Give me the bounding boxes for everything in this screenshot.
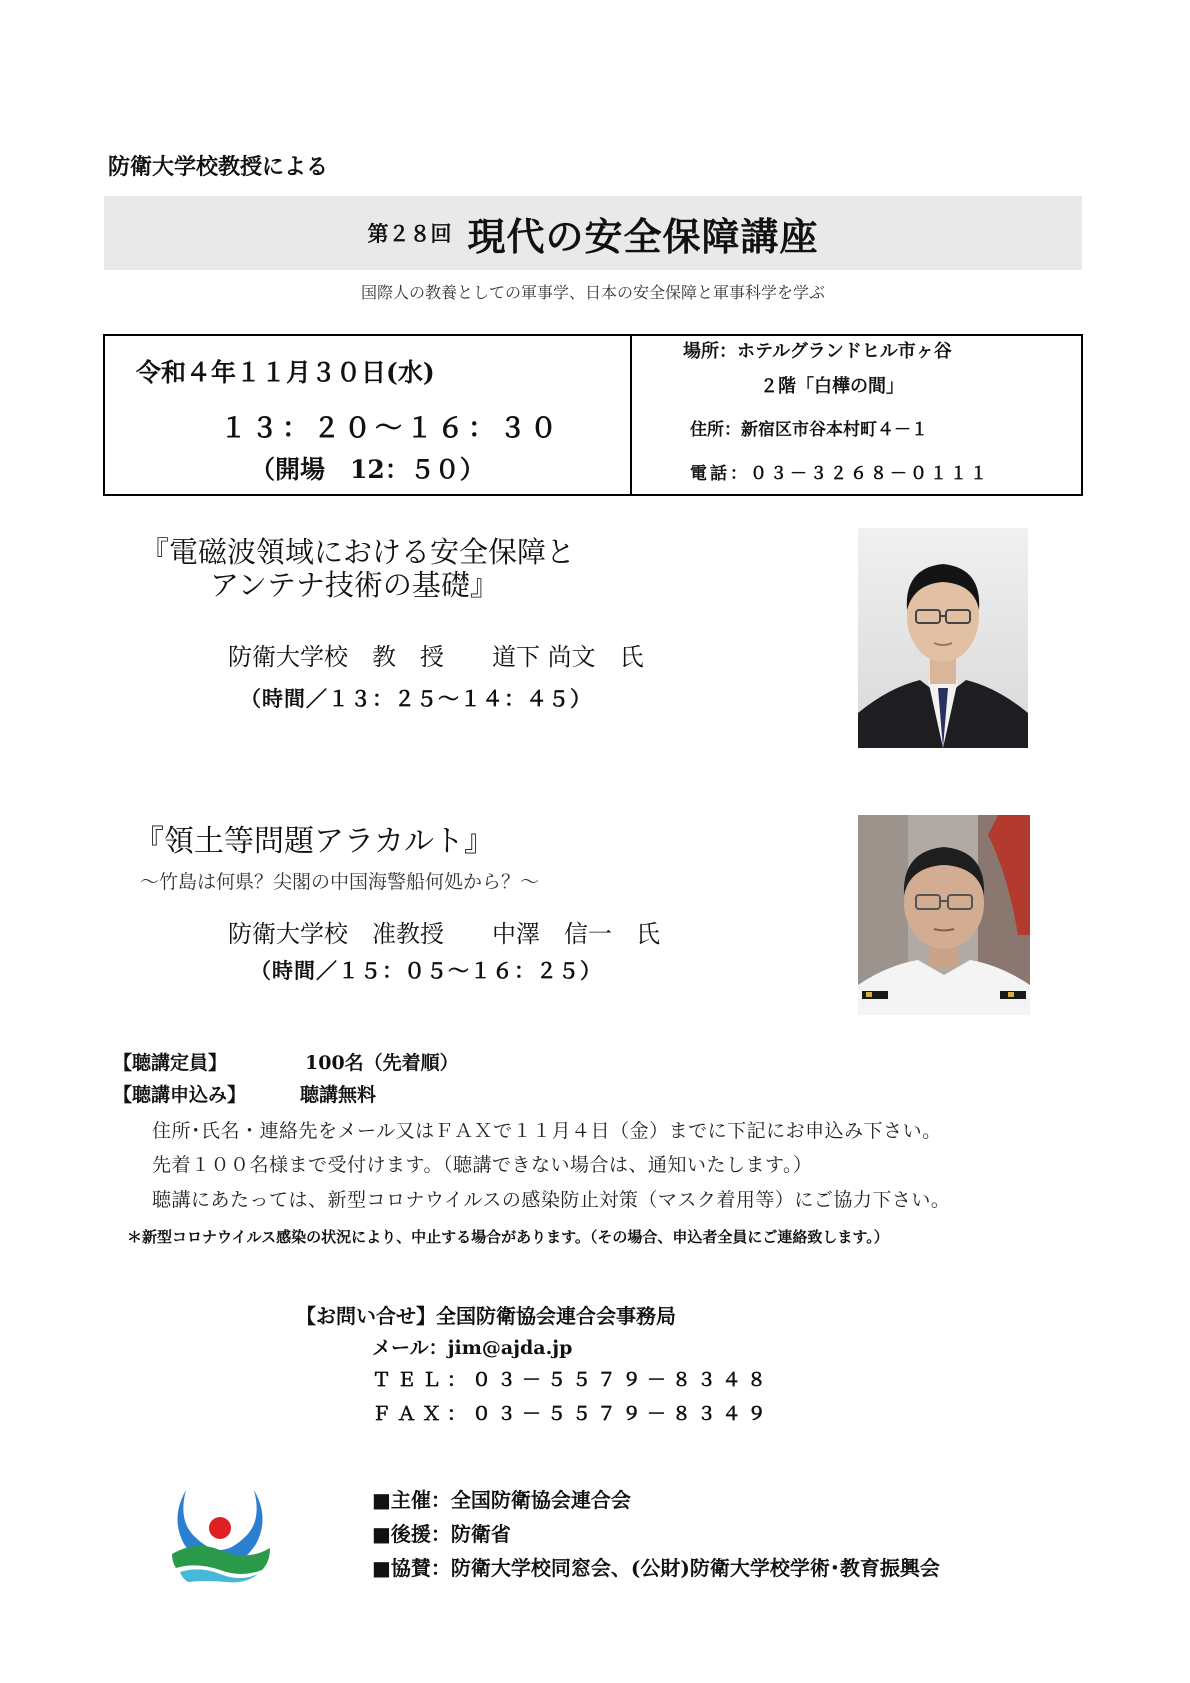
event-info-divider	[630, 334, 632, 496]
event-address: 住所：新宿区市谷本村町４－１	[690, 420, 928, 440]
speaker-portrait-2	[858, 815, 1030, 1015]
cancellation-note: ＊新型コロナウイルス感染の状況により、中止する場合があります。（その場合、申込者全員にご連絡致します。）	[127, 1228, 889, 1246]
lecture-1-title-line2: アンテナ技術の基礎』	[210, 568, 499, 602]
event-date: 令和４年１１月３０日(水)	[136, 358, 435, 387]
title-main: 現代の安全保障講座	[467, 213, 819, 259]
lecture-2-time: （時間／１５：０５～１６：２５）	[250, 958, 602, 983]
apply-label: 【聴講申込み】	[113, 1084, 247, 1106]
registration-body-line2: 先着１００名様まで受付けます。（聴講できない場合は、通知いたします。）	[152, 1154, 813, 1176]
event-time: １３：２０～１６：３０	[220, 413, 561, 444]
sponsor-support: ■後援：防衛省	[372, 1522, 511, 1546]
page-title	[104, 196, 1082, 270]
subtitle: 国際人の教養としての軍事学、日本の安全保障と軍事科学を学ぶ	[360, 283, 825, 302]
sponsor-cooperation: ■協賛：防衛大学校同窓会、(公財)防衛大学校学術･教育振興会	[372, 1556, 940, 1580]
lecture-2-title: 『領土等問題アラカルト』	[134, 824, 494, 859]
lecture-2-subtitle: ～竹島は何県？尖閣の中国海警船何処から？～	[140, 871, 540, 893]
lecture-1-speaker: 防衛大学校 教 授 道下 尚文 氏	[228, 643, 644, 671]
event-open-time: （開場 12：５０）	[250, 455, 485, 484]
apply-value: 聴講無料	[300, 1084, 377, 1106]
contact-fax: ＦＡＸ：０３－５５７９－８３４９	[372, 1403, 773, 1425]
capacity-value: 100名（先着順）	[305, 1052, 459, 1074]
capacity-label: 【聴講定員】	[113, 1052, 228, 1074]
event-phone: 電話：０３－３２６８－０１１１	[690, 464, 990, 484]
lecture-1-title-line1: 『電磁波領域における安全保障と	[140, 535, 576, 569]
event-place: 場所：ホテルグランドヒル市ヶ谷	[683, 341, 952, 362]
sponsor-host: ■主催：全国防衛協会連合会	[372, 1488, 631, 1512]
title-prefix: 第２８回	[367, 221, 452, 246]
registration-body-line1: 住所･氏名・連絡先をメール又はＦＡＸで１１月４日（金）までに下記にお申込み下さい。	[152, 1120, 942, 1142]
registration-body-line3: 聴講にあたっては、新型コロナウイルスの感染防止対策（マスク着用等）にご協力下さい。	[152, 1189, 951, 1211]
contact-title: 【お問い合せ】全国防衛協会連合会事務局	[296, 1304, 676, 1328]
pre-title: 防衛大学校教授による	[108, 154, 329, 180]
lecture-2-speaker: 防衛大学校 准教授 中澤 信一 氏	[228, 920, 660, 948]
event-room: ２階「白樺の間」	[760, 376, 904, 397]
association-logo-icon	[166, 1478, 274, 1586]
speaker-portrait-1	[858, 528, 1028, 748]
contact-email[interactable]: メール：jim@ajda.jp	[372, 1337, 573, 1359]
contact-tel: ＴＥＬ：０３－５５７９－８３４８	[372, 1369, 773, 1391]
lecture-1-time: （時間／１３：２５～１４：４５）	[240, 686, 592, 711]
